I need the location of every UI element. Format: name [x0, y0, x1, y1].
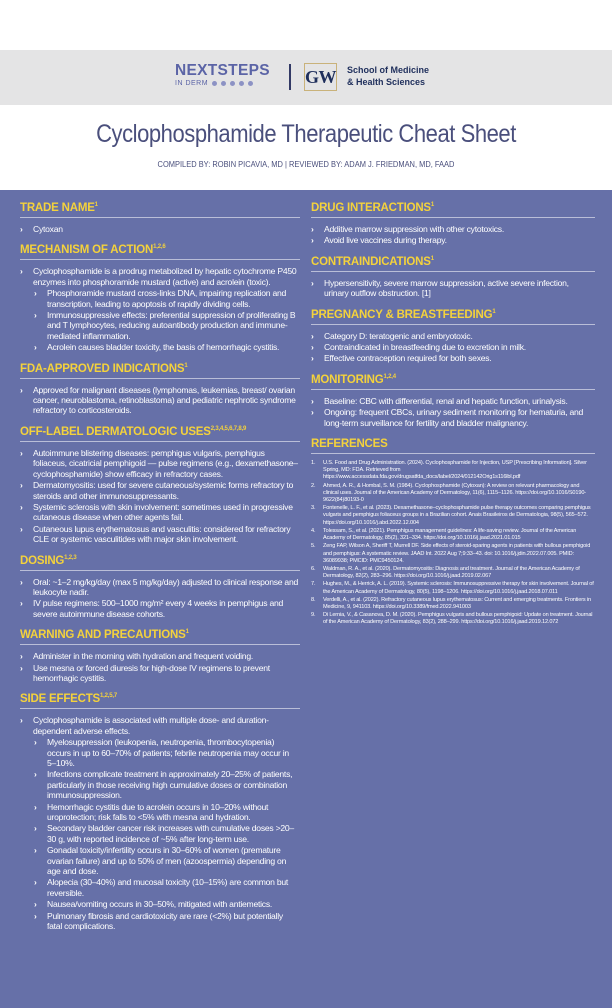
- section-gap: [20, 933, 300, 942]
- bullet-text: Acrolein causes bladder toxicity, the basis of hemorrhagic cystitis.: [47, 342, 280, 353]
- reference-text: U.S. Food and Drug Administration. (2024). Cyclophosphamide for Injection, USP [Prescribing Information]. Silver Spring, MD: FDA. Retrieved from https://www.accessdata.fda.gov/drugsatfda_docs/label/2024/012142Orig1s116lbl.pdf: [323, 460, 587, 481]
- chevron-icon: ›: [34, 910, 37, 921]
- reference-item: [311, 597, 595, 611]
- bullet-item: [311, 396, 595, 406]
- chevron-icon: ›: [34, 342, 37, 353]
- bullet-text: Cytoxan: [33, 224, 63, 234]
- logo-dot: [212, 81, 217, 86]
- content-panel: [0, 190, 612, 1008]
- section-title: REFERENCES: [311, 438, 388, 451]
- bullet-text: Cutaneous lupus erythematosus and vasculitis: considered for refractory CLE or systemic vasculitides with major skin involvement.: [33, 523, 291, 545]
- chevron-icon: ›: [20, 384, 23, 395]
- bullet-item: [311, 331, 595, 341]
- reference-text: Zeng FAP, Wilson A, Sheriff T, Murrell DF. Side effects of steroid-sparing agents in patients with bullous pemphigoid and pemphigus: A systematic review. JAAD Int. 2022 Aug 7;9:33–43. doi: 10.1016/j.jdin.2022.07.005. PMID: 36089938; PMCID: PMC9450124.: [323, 543, 591, 564]
- sub-bullet: [20, 288, 300, 309]
- bullet-text: Contraindicated in breastfeeding due to excretion in milk.: [324, 342, 526, 353]
- bullet-text: Nausea/vomiting occurs in 30–50%, mitigated with antiemetics.: [47, 899, 273, 910]
- sub-bullet: [20, 769, 300, 800]
- reference-number: 9.: [311, 612, 316, 619]
- bullet-text: Myelosuppression (leukopenia, neutropenia, thrombocytopenia) occurs in up to 60–70% of patients; febrile neutropenia may occur in 5–10%.: [47, 737, 289, 768]
- citation-superscript: 1: [94, 202, 98, 209]
- bullet-item: [20, 448, 300, 479]
- sub-bullet: [20, 911, 300, 932]
- section-title: MECHANISM OF ACTION: [20, 244, 154, 257]
- section-rule: [20, 708, 300, 709]
- pregnancy-heading: [311, 309, 595, 321]
- interactions-heading: [311, 202, 595, 214]
- reference-text: Fontenelle, L. F., et al. (2023). Dexamethasone–cyclophosphamide pulse therapy outcomes comparing pemphigus vulgaris and pemphigus foliaceus groups in a Brazilian cohort. Anais Brasileiros de Dermatologia, 98(5), 565–572. https://doi.org/10.1016/j.abd.2022.12.004: [323, 505, 591, 526]
- logo-dot: [230, 81, 235, 86]
- chevron-icon: ›: [311, 395, 314, 406]
- chevron-icon: ›: [34, 769, 37, 780]
- warnings-heading: [20, 629, 300, 641]
- logo-bar: [0, 50, 612, 105]
- school-line-1: School of Medicine: [347, 65, 430, 75]
- chevron-icon: ›: [34, 899, 37, 910]
- offlabel-heading: [20, 426, 300, 438]
- bullet-text: Hypersensitivity, severe marrow suppression, active severe infection, urinary outflow obstruction. [1]: [324, 277, 569, 299]
- citation-superscript: 1,2,6: [153, 244, 166, 251]
- contra-heading: [311, 256, 595, 268]
- nextsteps-wordmark: NEXTSTEPS: [175, 62, 270, 79]
- sub-bullet: [20, 845, 300, 876]
- bullet-text: Baseline: CBC with differential, renal and hepatic function, urinalysis.: [324, 395, 568, 406]
- bullet-item: [311, 342, 595, 352]
- chevron-icon: ›: [20, 651, 23, 662]
- section-title: MONITORING: [311, 373, 384, 386]
- chevron-icon: ›: [311, 277, 314, 288]
- section-rule: [20, 570, 300, 571]
- logo-dot: [248, 81, 253, 86]
- citation-superscript: 1: [185, 629, 189, 636]
- reference-number: 4.: [311, 527, 316, 534]
- chevron-icon: ›: [20, 447, 23, 458]
- chevron-icon: ›: [34, 801, 37, 812]
- section-title: PREGNANCY & BREASTFEEDING: [311, 308, 493, 321]
- right-column: [311, 202, 595, 628]
- chevron-icon: ›: [311, 353, 314, 364]
- bullet-item: [311, 224, 595, 234]
- dosing-heading: [20, 555, 300, 567]
- monitoring-heading: [311, 374, 595, 386]
- reference-item: [311, 581, 595, 595]
- nextsteps-subline: [175, 80, 270, 87]
- section-rule: [311, 324, 595, 325]
- sub-bullet: [20, 823, 300, 844]
- section-rule: [20, 378, 300, 379]
- school-name: [347, 65, 429, 88]
- chevron-icon: ›: [311, 342, 314, 353]
- reference-item: [311, 460, 595, 482]
- side_effects-heading: [20, 693, 300, 705]
- section-gap: [20, 354, 300, 363]
- section-title: DRUG INTERACTIONS: [311, 202, 431, 214]
- reference-item: [311, 528, 595, 542]
- bullet-text: Administer in the morning with hydration and frequent voiding.: [33, 651, 254, 662]
- bullet-text: IV pulse regimens: 500–1000 mg/m² every 4 weeks in pemphigus and severe autoimmune disease cohorts.: [33, 598, 284, 619]
- chevron-icon: ›: [34, 737, 37, 748]
- bullet-item: [20, 577, 300, 598]
- chevron-icon: ›: [311, 235, 314, 246]
- sub-bullet: [20, 342, 300, 352]
- logo-dot: [239, 81, 244, 86]
- chevron-icon: ›: [20, 715, 23, 726]
- bullet-text: Oral: ~1–2 mg/kg/day (max 5 mg/kg/day) adjusted to clinical response and leukocyte nadir.: [33, 576, 299, 597]
- chevron-icon: ›: [311, 224, 314, 234]
- section-rule: [20, 644, 300, 645]
- citation-superscript: 1: [430, 202, 435, 209]
- bullet-item: [311, 407, 595, 428]
- section-title: TRADE NAME: [20, 202, 95, 214]
- reference-text: Di Lernia, V., & Casanova, D. M. (2020). Pemphigus vulgaris and bullous pemphigoid: Update on treatment. Journal of the American Academy of Dermatology, 83(2), 288–299. https://doi.org/10.1016/j.jaad.2019.12.072: [323, 612, 593, 626]
- chevron-icon: ›: [20, 576, 23, 587]
- bullet-item: [311, 353, 595, 363]
- chevron-icon: ›: [20, 501, 23, 512]
- section-gap: [311, 429, 595, 438]
- section-gap: [20, 417, 300, 426]
- bullet-text: Infections complicate treatment in approximately 20–25% of patients, particularly in those receiving high cumulative doses or combination immunosuppression.: [47, 769, 293, 801]
- bullet-item: [20, 651, 300, 661]
- chevron-icon: ›: [20, 598, 23, 609]
- reference-item: [311, 483, 595, 505]
- section-title: OFF-LABEL DERMATOLOGIC USES: [20, 425, 211, 438]
- logo-dot: [221, 81, 226, 86]
- chevron-icon: ›: [20, 480, 23, 491]
- reference-number: 8.: [311, 596, 316, 603]
- reference-number: 5.: [311, 543, 316, 550]
- gw-logo: [304, 63, 337, 91]
- bullet-text: Use mesna or forced diuresis for high-dose IV regimens to prevent hemorrhagic cystitis.: [33, 662, 270, 683]
- bullet-text: Phosphoramide mustard cross-links DNA, impairing replication and transcription, leading to apoptosis of rapidly dividing cells.: [47, 288, 287, 309]
- section-rule: [311, 453, 595, 454]
- page-title: Cyclophosphamide Therapeutic Cheat Sheet: [96, 120, 516, 148]
- sub-bullet: [20, 877, 300, 898]
- section-rule: [311, 389, 595, 390]
- bullet-text: Secondary bladder cancer risk increases with cumulative doses >20–30 g, with reported incidence of ~5% after long-term use.: [47, 823, 294, 844]
- nextsteps-sub-text: IN DERM: [175, 80, 209, 87]
- bullet-item: [20, 385, 300, 416]
- bullet-text: Hemorrhagic cystitis due to acrolein occurs in 10–20% without uroprotection; risk falls to <5% with mesna and hydration.: [47, 801, 269, 823]
- chevron-icon: ›: [20, 224, 23, 234]
- bullet-item: [20, 480, 300, 501]
- bullet-text: Additive marrow suppression with other cytotoxics.: [324, 224, 504, 234]
- bullet-item: [20, 524, 300, 545]
- citation-superscript: 1,2,3: [64, 554, 77, 561]
- chevron-icon: ›: [34, 310, 37, 321]
- section-rule: [311, 217, 595, 218]
- reference-text: Ahmed, A. R., & Hombal, S. M. (1984). Cyclophosphamide (Cytoxan): A review on relevant pharmacology and clinical uses. Journal of the American Academy of Dermatology, 11(6), 1115–1126. https://doi.org/10.1016/S0190-9622(84)80193-0: [323, 482, 586, 504]
- bullet-item: [20, 663, 300, 684]
- section-title: WARNING AND PRECAUTIONS: [20, 629, 186, 642]
- bullet-text: Cyclophosphamide is associated with multiple dose- and duration-dependent adverse effects.: [33, 715, 269, 736]
- reference-text: Waldman, R. A., et al. (2020). Dermatomyositis: Diagnosis and treatment. Journal of the American Academy of Dermatology, 82(2), 283–296. https://doi.org/10.1016/j.jaad.2019.02.067: [323, 565, 580, 580]
- chevron-icon: ›: [34, 877, 37, 888]
- bullet-item: [20, 598, 300, 619]
- citation-superscript: 1,2,5,7: [100, 693, 117, 700]
- sub-bullet: [20, 899, 300, 909]
- section-rule: [311, 271, 595, 272]
- gw-mark: GW: [305, 66, 337, 87]
- bullet-text: Effective contraception required for both sexes.: [324, 353, 492, 364]
- reference-text: Verdelli, A., et al. (2022). Refractory cutaneous lupus erythematosus: Current and emerging treatments. Frontiers in Medicine, 9, 941103. https://doi.org/10.3389/fmed.2022.941003: [323, 596, 592, 610]
- chevron-icon: ›: [20, 266, 23, 277]
- bullet-text: Avoid live vaccines during therapy.: [324, 235, 447, 246]
- bullet-text: Systemic sclerosis with skin involvement: sometimes used in progressive cutaneous disease when other agents fail.: [33, 501, 293, 523]
- reference-number: 2.: [311, 482, 316, 489]
- bullet-text: Approved for malignant diseases (lymphomas, leukemias, breast/ ovarian cancer, neuroblastoma, retinoblastoma) and pediatric nephrotic syndrome refractory to corticosteroids.: [33, 384, 296, 416]
- citation-superscript: 1: [184, 362, 188, 369]
- citation-superscript: 1: [492, 308, 496, 315]
- top-margin: [0, 0, 612, 50]
- section-gap: [311, 300, 595, 309]
- bullet-item: [311, 235, 595, 245]
- bullet-text: Autoimmune blistering diseases: pemphigus vulgaris, pemphigus foliaceus, cicatricial pemphigoid — pulse regimens (e.g., dexamethasone–cyclophosphamide) show efficacy in refractory cases.: [33, 447, 298, 479]
- section-gap: [20, 684, 300, 693]
- chevron-icon: ›: [34, 823, 37, 834]
- section-gap: [20, 546, 300, 555]
- reference-number: 6.: [311, 565, 316, 572]
- citation-superscript: 1,2,4: [383, 374, 396, 381]
- section-title: FDA-APPROVED INDICATIONS: [20, 362, 185, 375]
- logo-divider: [289, 64, 291, 90]
- chevron-icon: ›: [20, 523, 23, 534]
- sub-bullet: [20, 737, 300, 768]
- chevron-icon: ›: [34, 845, 37, 856]
- section-title: DOSING: [20, 554, 65, 567]
- chevron-icon: ›: [20, 662, 23, 673]
- title-area: [0, 105, 612, 190]
- bullet-text: Immunosuppressive effects: preferential suppression of proliferating B and T lymphocytes, reducing autoantibody production and immune-mediated inflammation.: [47, 310, 296, 341]
- school-line-2: & Health Sciences: [347, 76, 426, 87]
- citation-superscript: 2,3,4,5,6,7,8,9: [210, 426, 247, 433]
- bullet-text: Gonadal toxicity/infertility occurs in 30–60% of women (premature ovarian failure) and up to 50% of men (azoospermia) depending on age and dose.: [47, 845, 287, 877]
- bullet-text: Category D: teratogenic and embryotoxic.: [324, 330, 473, 341]
- section-title: CONTRAINDICATIONS: [311, 255, 431, 268]
- bullet-text: Dermatomyositis: used for severe cutaneous/systemic forms refractory to steroids and other immunosuppressants.: [33, 480, 294, 501]
- section-rule: [20, 217, 300, 218]
- bullet-item: [20, 502, 300, 523]
- section-rule: [20, 259, 300, 260]
- section-gap: [20, 620, 300, 629]
- reference-item: [311, 566, 595, 580]
- reference-item: [311, 543, 595, 565]
- bullet-item: [20, 224, 300, 234]
- reference-number: 1.: [311, 460, 316, 467]
- reference-text: Hughes, M., & Herrick, A. L. (2019). Systemic sclerosis: Immunosuppressive therapy for skin involvement. Journal of the American Academy of Dermatology, 80(5), 1198–1206. https://doi.org/10.1016/j.jaad.2018.07.011: [323, 581, 594, 595]
- section-rule: [20, 441, 300, 442]
- sub-bullet: [20, 802, 300, 823]
- fda-heading: [20, 363, 300, 375]
- bullet-item: [311, 278, 595, 299]
- chevron-icon: ›: [311, 330, 314, 341]
- trade_name-heading: [20, 202, 300, 214]
- reference-item: [311, 612, 595, 626]
- bullet-item: [20, 266, 300, 287]
- reference-text: Tolessam, S., et al. (2021). Pemphigus management guidelines: A life-saving review. Journal of the American Academy of Dermatology, 85(2), 321–334. https://doi.org/10.1016/j.jaad.2021.01.015: [323, 527, 577, 542]
- bullet-text: Alopecia (30–40%) and mucosal toxicity (10–15%) are common but reversible.: [47, 877, 289, 898]
- section-gap: [311, 247, 595, 256]
- references-heading: [311, 438, 595, 450]
- compiled-by: COMPILED BY: ROBIN PICAVIA, MD | REVIEWED BY: ADAM J. FRIEDMAN, MD, FAAD: [157, 159, 455, 169]
- bullet-text: Pulmonary fibrosis and cardiotoxicity are rare (<2%) but potentially fatal complications.: [47, 910, 283, 932]
- mechanism-heading: [20, 244, 300, 256]
- citation-superscript: 1: [430, 255, 434, 262]
- reference-item: [311, 505, 595, 527]
- reference-list: [311, 460, 595, 626]
- bullet-text: Ongoing: frequent CBCs, urinary sediment monitoring for hematuria, and long-term surveillance for fertility and bladder malignancy.: [324, 407, 584, 428]
- reference-number: 7.: [311, 581, 316, 588]
- reference-number: 3.: [311, 505, 316, 512]
- section-gap: [20, 235, 300, 244]
- sub-bullet: [20, 310, 300, 341]
- chevron-icon: ›: [311, 407, 314, 418]
- section-gap: [311, 365, 595, 374]
- nextsteps-logo: [175, 63, 270, 87]
- bullet-text: Cyclophosphamide is a prodrug metabolized by hepatic cytochrome P450 enzymes into phosphoramide mustard (active) and acrolein (toxic).: [33, 266, 297, 287]
- bullet-item: [20, 715, 300, 736]
- chevron-icon: ›: [34, 288, 37, 299]
- section-title: SIDE EFFECTS: [20, 693, 101, 706]
- left-column: [20, 202, 300, 942]
